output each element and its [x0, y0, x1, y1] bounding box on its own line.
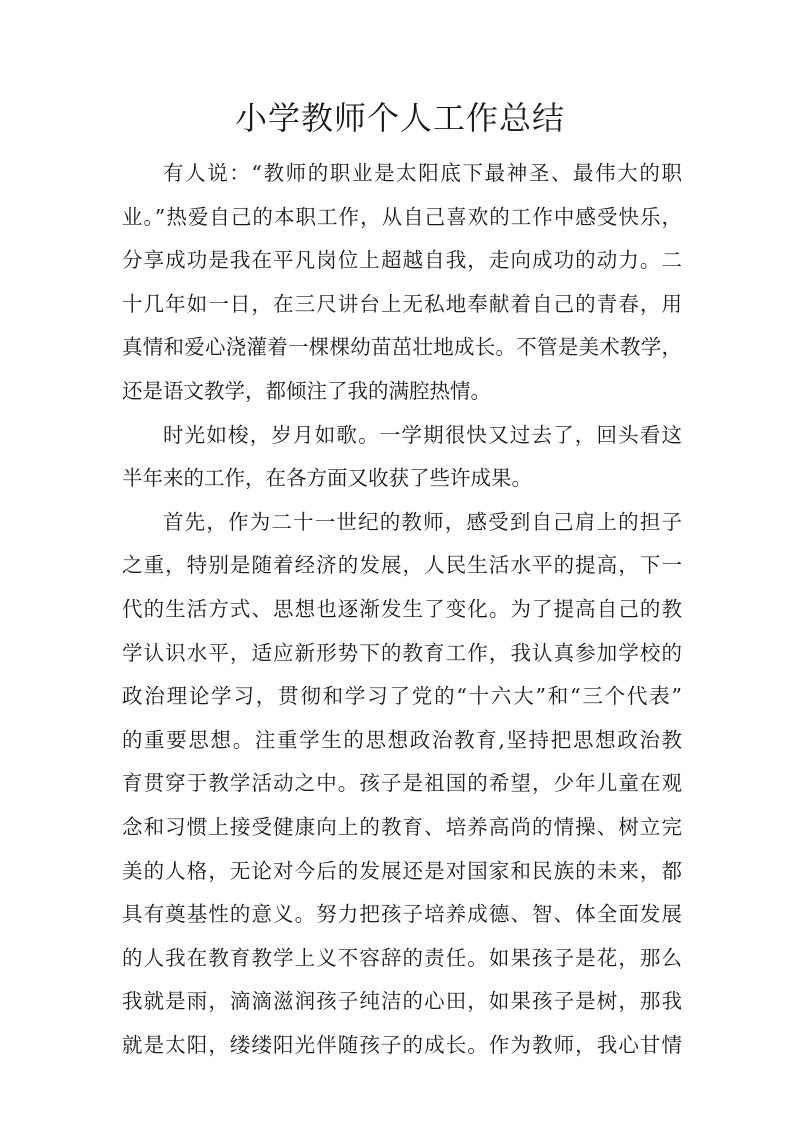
- paragraph-line: 育贯穿于教学活动之中。孩子是祖国的希望，少年儿童在观: [122, 771, 682, 796]
- paragraph-line: 学认识水平，适应新形势下的教育工作，我认真参加学校的: [122, 640, 682, 665]
- paragraph-1: [122, 152, 682, 414]
- document-body: [122, 152, 682, 1067]
- paragraph-line: 还是语文教学，都倾注了我的满腔热情。: [122, 378, 491, 403]
- paragraph-line: 的重要思想。注重学生的思想政治教育,坚持把思想政治教: [122, 727, 682, 752]
- paragraph-line: 分享成功是我在平凡岗位上超越自我，走向成功的动力。二: [122, 248, 682, 273]
- paragraph-line: 十几年如一日，在三尺讲台上无私地奉献着自己的青春，用: [122, 291, 682, 316]
- paragraph-3: [122, 501, 682, 1068]
- paragraph-line: 就是太阳，缕缕阳光伴随孩子的成长。作为教师，我心甘情: [122, 1032, 682, 1057]
- paragraph-line: 具有奠基性的意义。努力把孩子培养成德、智、体全面发展: [122, 902, 682, 927]
- document-title: 小学教师个人工作总结: [234, 99, 565, 137]
- paragraph-line: 时光如梭，岁月如歌。一学期很快又过去了，回头看这: [163, 422, 682, 447]
- paragraph-line: 首先，作为二十一世纪的教师，感受到自己肩上的担子: [163, 509, 682, 534]
- paragraph-line: 代的生活方式、思想也逐渐发生了变化。为了提高自己的教: [122, 596, 682, 621]
- paragraph-line: 的人我在教育教学上义不容辞的责任。如果孩子是花，那么: [122, 945, 682, 970]
- paragraph-line: 政治理论学习，贯彻和学习了党的“十六大”和“三个代表”: [122, 684, 682, 709]
- paragraph-line: 美的人格，无论对今后的发展还是对国家和民族的未来，都: [122, 858, 682, 883]
- paragraph-line: 真情和爱心浇灌着一棵棵幼苗茁壮地成长。不管是美术教学，: [122, 335, 682, 360]
- paragraph-line: 之重，特别是随着经济的发展，人民生活水平的提高，下一: [122, 553, 682, 578]
- paragraph-line: 半年来的工作，在各方面又收获了些许成果。: [122, 466, 532, 491]
- paragraph-line: 有人说：“教师的职业是太阳底下最神圣、最伟大的职: [163, 161, 682, 185]
- paragraph-2: [122, 414, 682, 501]
- paragraph-line: 我就是雨，滴滴滋润孩子纯洁的心田，如果孩子是树，那我: [122, 989, 682, 1014]
- paragraph-line: 念和习惯上接受健康向上的教育、培养高尚的情操、树立完: [122, 814, 682, 839]
- paragraph-line: 业。”热爱自己的本职工作，从自己喜欢的工作中感受快乐，: [122, 204, 682, 229]
